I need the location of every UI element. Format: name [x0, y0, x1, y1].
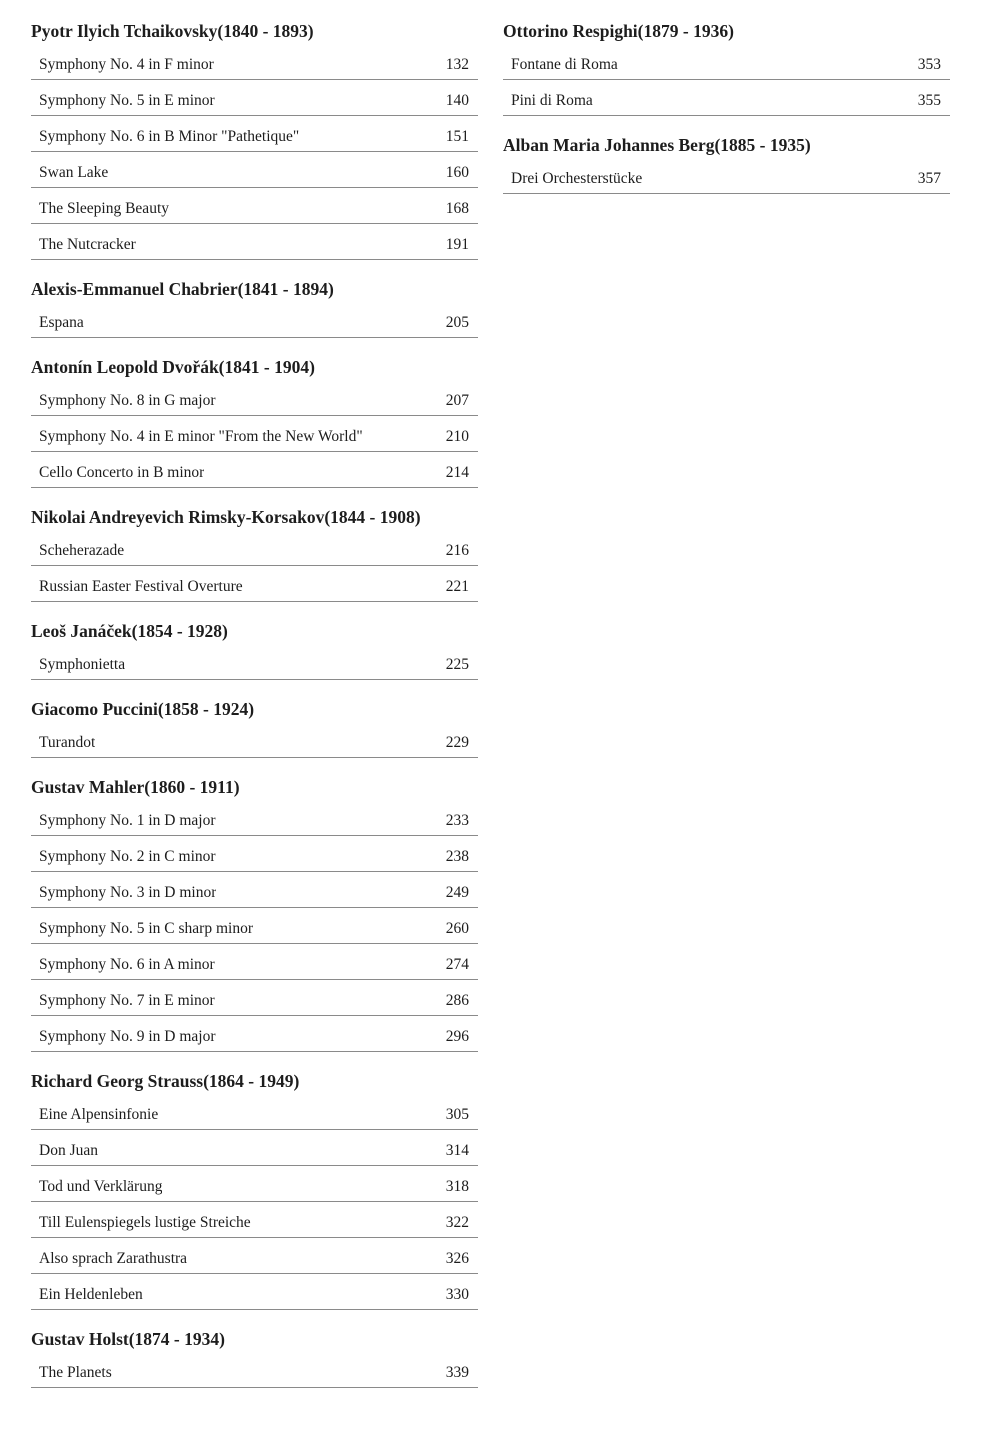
toc-entry	[31, 416, 478, 452]
composer-heading: Gustav Mahler(1860 - 1911)	[31, 777, 240, 797]
work-page-number: 229	[445, 734, 469, 751]
work-title: Symphony No. 5 in E minor	[39, 92, 215, 109]
work-title: Symphony No. 8 in G major	[39, 392, 216, 409]
work-title: Turandot	[39, 734, 96, 751]
composer-section	[503, 134, 950, 194]
composer-section	[31, 356, 478, 488]
toc-entry	[31, 836, 478, 872]
work-title: Symphony No. 4 in E minor "From the New World"	[39, 428, 363, 445]
work-page-number: 357	[917, 170, 941, 187]
work-title: Also sprach Zarathustra	[39, 1250, 188, 1267]
toc-entry	[31, 908, 478, 944]
work-page-number: 314	[445, 1142, 469, 1159]
work-title: Fontane di Roma	[511, 56, 618, 73]
toc-entry	[503, 158, 950, 194]
work-page-number: 207	[445, 392, 469, 409]
work-page-number: 305	[445, 1106, 469, 1123]
toc-entry	[31, 80, 478, 116]
work-title: Symphony No. 1 in D major	[39, 812, 216, 829]
toc-entry	[31, 1130, 478, 1166]
work-page-number: 191	[445, 236, 469, 253]
work-page-number: 238	[445, 848, 469, 865]
composer-heading: Antonín Leopold Dvořák(1841 - 1904)	[31, 357, 315, 377]
work-title: Symphonietta	[39, 656, 126, 673]
composer-heading: Leoš Janáček(1854 - 1928)	[31, 621, 228, 641]
work-page-number: 151	[445, 128, 469, 145]
composer-section	[503, 20, 950, 116]
toc-entry	[31, 188, 478, 224]
work-title: Espana	[39, 314, 84, 331]
work-page-number: 322	[445, 1214, 469, 1231]
toc-entry	[31, 644, 478, 680]
work-title: Symphony No. 6 in B Minor "Pathetique"	[39, 128, 300, 145]
work-page-number: 330	[445, 1286, 469, 1303]
toc-entry	[503, 80, 950, 116]
work-title: The Sleeping Beauty	[39, 200, 169, 217]
work-page-number: 225	[445, 656, 469, 673]
toc-entry	[31, 452, 478, 488]
work-title: Symphony No. 4 in F minor	[39, 56, 214, 73]
composer-heading: Alban Maria Johannes Berg(1885 - 1935)	[503, 135, 811, 155]
toc-entry	[31, 116, 478, 152]
toc-entry	[31, 152, 478, 188]
work-page-number: 168	[445, 200, 469, 217]
toc-entry	[31, 44, 478, 80]
work-page-number: 221	[445, 578, 469, 595]
composer-section	[31, 698, 478, 758]
work-title: Symphony No. 7 in E minor	[39, 992, 215, 1009]
work-title: Pini di Roma	[511, 92, 593, 109]
toc-entry	[31, 800, 478, 836]
work-title: Eine Alpensinfonie	[39, 1106, 159, 1123]
work-title: The Nutcracker	[39, 236, 136, 253]
work-page-number: 205	[445, 314, 469, 331]
work-page-number: 214	[445, 464, 469, 481]
composer-heading: Richard Georg Strauss(1864 - 1949)	[31, 1071, 300, 1091]
toc-column-left	[31, 20, 478, 1388]
work-title: Symphony No. 9 in D major	[39, 1028, 216, 1045]
composer-section	[31, 278, 478, 338]
work-title: Symphony No. 3 in D minor	[39, 884, 217, 901]
toc-entry	[31, 1352, 478, 1388]
work-page-number: 260	[445, 920, 469, 937]
toc-entry	[31, 980, 478, 1016]
work-page-number: 286	[445, 992, 469, 1009]
work-page-number: 339	[445, 1364, 469, 1381]
toc-entry	[503, 44, 950, 80]
composer-heading: Ottorino Respighi(1879 - 1936)	[503, 21, 734, 41]
toc-column-right	[503, 20, 950, 1388]
work-page-number: 216	[445, 542, 469, 559]
work-title: The Planets	[39, 1364, 112, 1381]
work-page-number: 233	[445, 812, 469, 829]
toc-entry	[31, 944, 478, 980]
toc-entry	[31, 722, 478, 758]
toc-entry	[31, 566, 478, 602]
work-title: Russian Easter Festival Overture	[39, 578, 243, 595]
work-page-number: 210	[445, 428, 469, 445]
toc-entry	[31, 1202, 478, 1238]
composer-section	[31, 1328, 478, 1388]
work-page-number: 160	[445, 164, 469, 181]
work-page-number: 318	[445, 1178, 469, 1195]
work-page-number: 353	[917, 56, 941, 73]
work-page-number: 326	[445, 1250, 469, 1267]
composer-heading: Gustav Holst(1874 - 1934)	[31, 1329, 225, 1349]
toc-entry	[31, 302, 478, 338]
composer-section	[31, 1070, 478, 1310]
work-title: Symphony No. 5 in C sharp minor	[39, 920, 253, 937]
work-page-number: 355	[917, 92, 941, 109]
work-title: Don Juan	[39, 1142, 98, 1159]
work-title: Scheherazade	[39, 542, 125, 559]
work-title: Swan Lake	[39, 164, 109, 181]
composer-section	[31, 776, 478, 1052]
work-page-number: 274	[445, 956, 469, 973]
work-title: Drei Orchesterstücke	[511, 170, 643, 187]
work-title: Ein Heldenleben	[39, 1286, 143, 1303]
toc-entry	[31, 1094, 478, 1130]
composer-section	[31, 620, 478, 680]
composer-heading: Giacomo Puccini(1858 - 1924)	[31, 699, 255, 719]
work-page-number: 132	[445, 56, 469, 73]
toc-entry	[31, 380, 478, 416]
work-page-number: 249	[445, 884, 469, 901]
work-page-number: 140	[445, 92, 469, 109]
work-title: Symphony No. 2 in C minor	[39, 848, 216, 865]
work-page-number: 296	[445, 1028, 469, 1045]
composer-section	[31, 20, 478, 260]
toc-entry	[31, 1238, 478, 1274]
toc-entry	[31, 530, 478, 566]
composer-heading: Nikolai Andreyevich Rimsky-Korsakov(1844 - 1908)	[31, 507, 421, 527]
work-title: Cello Concerto in B minor	[39, 464, 205, 481]
composer-section	[31, 506, 478, 602]
work-title: Symphony No. 6 in A minor	[39, 956, 215, 973]
composer-heading: Pyotr Ilyich Tchaikovsky(1840 - 1893)	[31, 21, 314, 41]
composer-heading: Alexis-Emmanuel Chabrier(1841 - 1894)	[31, 279, 334, 299]
toc-entry	[31, 1016, 478, 1052]
toc-entry	[31, 872, 478, 908]
work-title: Till Eulenspiegels lustige Streiche	[39, 1214, 251, 1231]
toc-entry	[31, 1166, 478, 1202]
toc-entry	[31, 1274, 478, 1310]
work-title: Tod und Verklärung	[39, 1178, 163, 1195]
toc-entry	[31, 224, 478, 260]
